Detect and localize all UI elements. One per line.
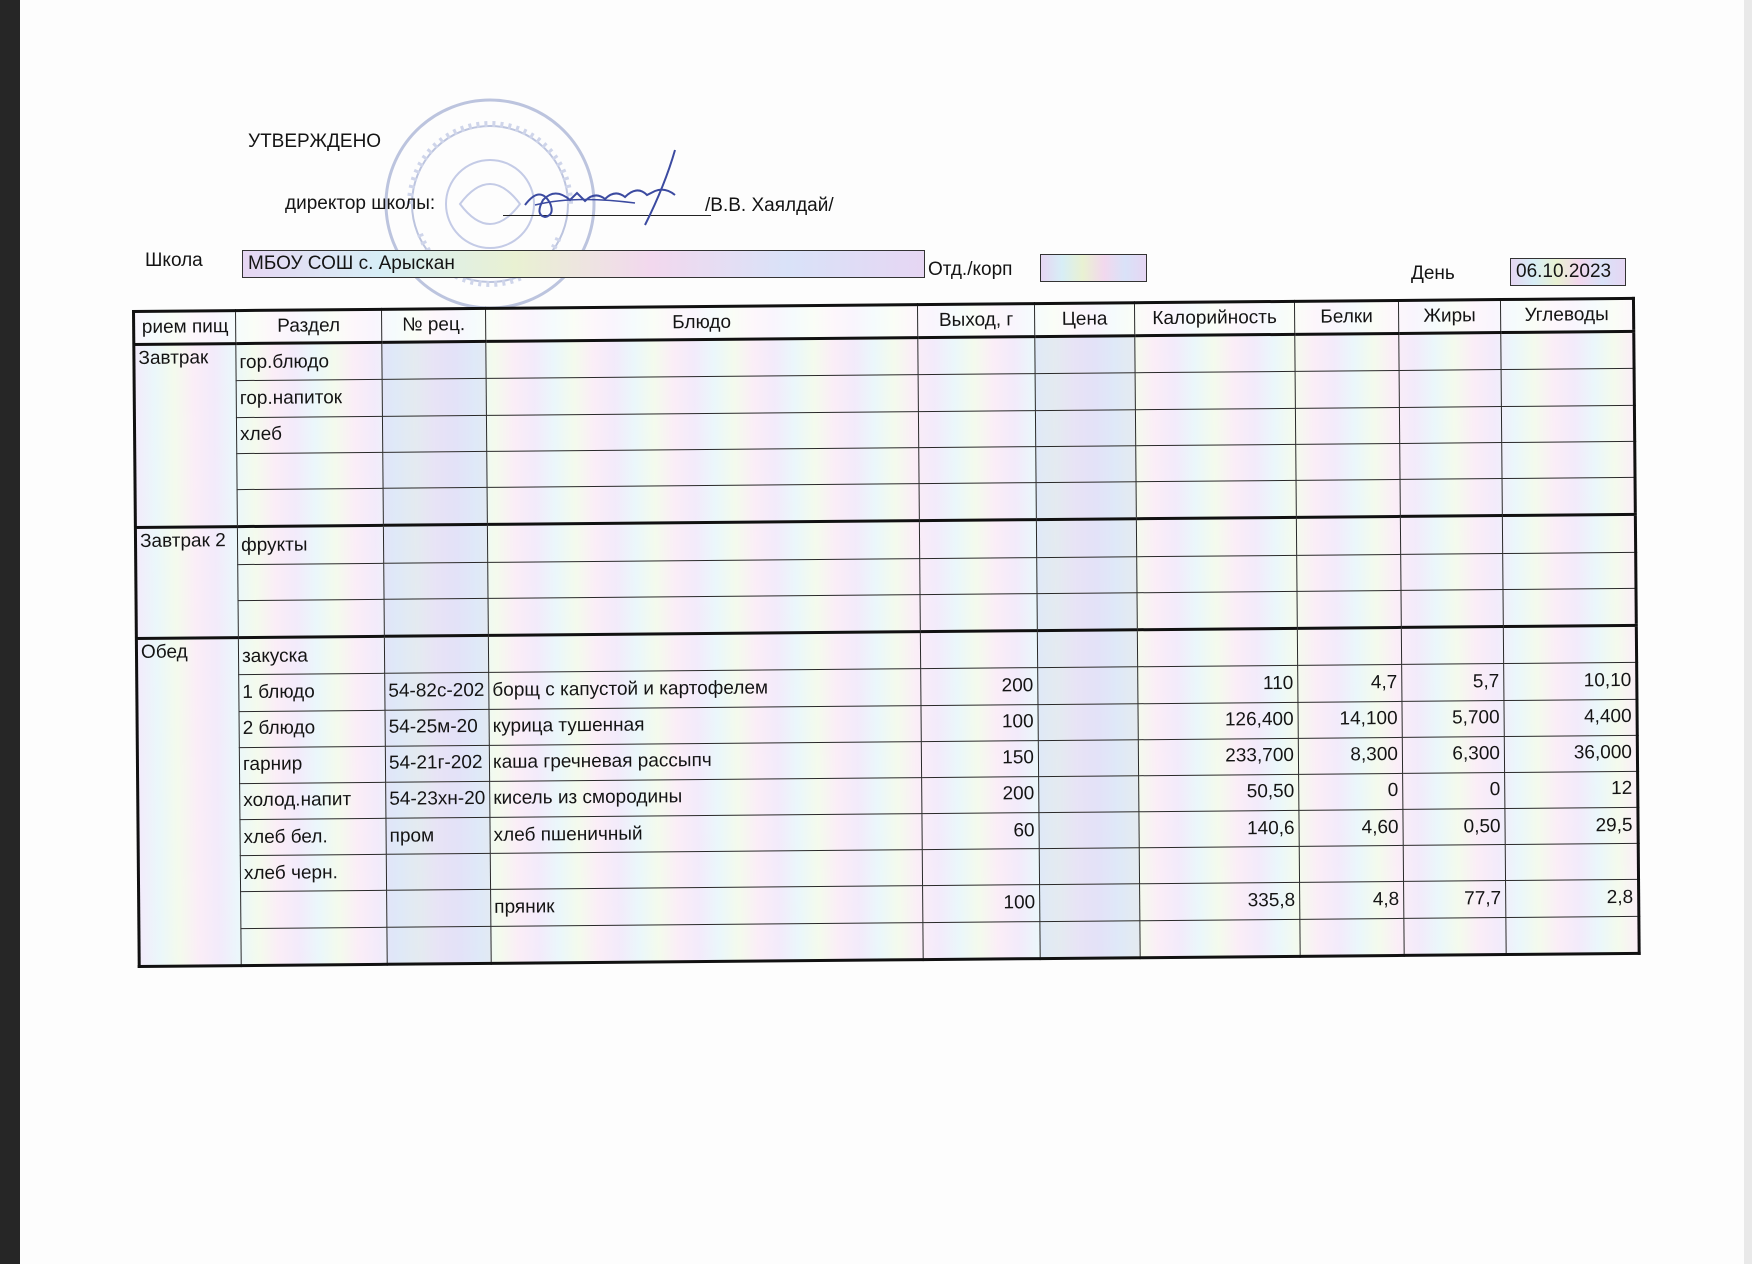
scan-edge bbox=[1744, 0, 1752, 1264]
fat-cell: 0 bbox=[1403, 772, 1505, 809]
fat-cell: 6,300 bbox=[1402, 736, 1504, 773]
column-header: Белки bbox=[1294, 300, 1398, 334]
meal-cell: Завтрак bbox=[134, 344, 238, 528]
recipe-cell bbox=[383, 487, 487, 525]
column-header: Выход, г bbox=[917, 304, 1034, 338]
menu-table-body bbox=[134, 331, 1639, 966]
price-cell bbox=[1037, 630, 1137, 668]
section-cell bbox=[241, 891, 387, 928]
kcal-cell: 233,700 bbox=[1138, 738, 1298, 776]
approved-heading: УТВЕРЖДЕНО bbox=[248, 131, 382, 152]
dept-field[interactable] bbox=[1040, 254, 1147, 282]
carbs-cell bbox=[1501, 331, 1634, 369]
price-cell bbox=[1036, 482, 1136, 520]
protein-cell: 8,300 bbox=[1298, 737, 1402, 774]
recipe-cell: 54-23хн-20 bbox=[386, 781, 490, 818]
price-cell bbox=[1035, 336, 1135, 374]
dish-cell bbox=[491, 922, 923, 963]
carbs-cell: 29,5 bbox=[1505, 807, 1638, 844]
carbs-cell bbox=[1506, 916, 1639, 955]
director-label: директор школы: bbox=[285, 193, 436, 214]
director-name: /В.В. Хаялдай/ bbox=[705, 195, 834, 216]
price-cell bbox=[1037, 556, 1137, 593]
dish-cell bbox=[490, 850, 922, 890]
fat-cell bbox=[1400, 442, 1502, 479]
column-header: Раздел bbox=[236, 309, 382, 343]
dish-cell bbox=[487, 521, 919, 562]
column-header: Жиры bbox=[1398, 300, 1500, 334]
protein-cell bbox=[1297, 590, 1401, 628]
column-header: Блюдо bbox=[485, 305, 917, 342]
section-cell: гарнир bbox=[239, 746, 385, 783]
fat-cell bbox=[1399, 406, 1501, 443]
dish-cell bbox=[487, 483, 919, 524]
fat-cell bbox=[1399, 333, 1501, 371]
dish-cell: пряник bbox=[491, 886, 923, 926]
price-cell bbox=[1035, 409, 1135, 446]
recipe-cell bbox=[384, 562, 488, 599]
yield-cell bbox=[918, 374, 1035, 411]
section-cell bbox=[237, 488, 383, 527]
protein-cell: 14,100 bbox=[1298, 701, 1402, 738]
recipe-cell: 54-82с-202 bbox=[385, 673, 489, 710]
yield-cell: 200 bbox=[921, 668, 1038, 705]
kcal-cell: 335,8 bbox=[1140, 883, 1300, 921]
dish-cell bbox=[486, 338, 918, 379]
recipe-cell bbox=[387, 926, 491, 964]
price-cell bbox=[1036, 519, 1136, 557]
dish-cell bbox=[486, 411, 918, 451]
fat-cell bbox=[1401, 553, 1503, 590]
dish-cell: каша гречневая рассыпч bbox=[489, 741, 921, 781]
protein-cell: 4,8 bbox=[1300, 882, 1404, 919]
fat-cell: 5,700 bbox=[1402, 700, 1504, 737]
recipe-cell bbox=[383, 451, 487, 488]
fat-cell: 0,50 bbox=[1403, 809, 1505, 846]
kcal-cell: 126,400 bbox=[1138, 702, 1298, 740]
kcal-cell bbox=[1135, 372, 1295, 410]
section-cell: закуска bbox=[238, 636, 384, 675]
column-header: Углеводы bbox=[1500, 298, 1633, 332]
kcal-cell bbox=[1137, 591, 1297, 630]
yield-cell bbox=[920, 593, 1037, 631]
fat-cell bbox=[1401, 627, 1503, 665]
yield-cell bbox=[918, 337, 1035, 375]
dish-cell bbox=[486, 375, 918, 415]
dish-cell bbox=[488, 594, 920, 635]
fat-cell bbox=[1400, 516, 1502, 554]
dept-label: Отд./корп bbox=[928, 259, 1013, 280]
yield-cell: 60 bbox=[922, 813, 1039, 850]
kcal-cell bbox=[1135, 408, 1295, 446]
price-cell bbox=[1035, 373, 1135, 410]
dish-cell: хлеб пшеничный bbox=[490, 814, 922, 854]
kcal-cell: 50,50 bbox=[1139, 774, 1299, 812]
carbs-cell: 10,10 bbox=[1504, 663, 1637, 700]
protein-cell bbox=[1295, 371, 1399, 408]
dish-cell: борщ с капустой и картофелем bbox=[489, 669, 921, 709]
fat-cell: 77,7 bbox=[1404, 881, 1506, 918]
yield-cell: 200 bbox=[922, 776, 1039, 813]
menu-table bbox=[132, 297, 1641, 968]
carbs-cell bbox=[1501, 405, 1634, 442]
section-cell: 2 блюдо bbox=[239, 710, 385, 747]
price-cell bbox=[1039, 812, 1139, 849]
section-cell: хлеб черн. bbox=[240, 854, 386, 891]
dish-cell: кисель из смородины bbox=[490, 777, 922, 817]
fat-cell: 5,7 bbox=[1402, 664, 1504, 701]
protein-cell bbox=[1296, 517, 1400, 555]
protein-cell bbox=[1296, 443, 1400, 480]
fat-cell bbox=[1399, 370, 1501, 407]
yield-cell bbox=[918, 410, 1035, 447]
dish-cell bbox=[487, 447, 919, 487]
column-header: № рец. bbox=[382, 308, 486, 342]
yield-cell bbox=[920, 557, 1037, 594]
kcal-cell bbox=[1137, 628, 1297, 667]
recipe-cell bbox=[384, 598, 488, 636]
column-header: Цена bbox=[1034, 303, 1134, 337]
carbs-cell bbox=[1502, 515, 1635, 553]
protein-cell bbox=[1296, 479, 1400, 517]
protein-cell bbox=[1295, 407, 1399, 444]
recipe-cell bbox=[382, 379, 486, 416]
meal-cell: Обед bbox=[136, 638, 241, 967]
carbs-cell: 2,8 bbox=[1506, 880, 1639, 917]
yield-cell bbox=[919, 446, 1036, 483]
day-field[interactable]: 06.10.2023 bbox=[1510, 258, 1626, 286]
carbs-cell bbox=[1505, 844, 1638, 881]
dish-cell: курица тушенная bbox=[489, 705, 921, 745]
yield-cell bbox=[920, 631, 1037, 669]
price-cell bbox=[1037, 592, 1137, 630]
protein-cell bbox=[1297, 554, 1401, 591]
kcal-cell: 140,6 bbox=[1139, 810, 1299, 848]
price-cell bbox=[1038, 739, 1138, 776]
recipe-cell bbox=[387, 890, 491, 927]
kcal-cell bbox=[1139, 847, 1299, 885]
protein-cell bbox=[1299, 846, 1403, 883]
fat-cell bbox=[1401, 589, 1503, 627]
carbs-cell bbox=[1502, 477, 1635, 515]
yield-cell: 100 bbox=[923, 885, 1040, 922]
recipe-cell: 54-21г-202 bbox=[385, 745, 489, 782]
recipe-cell bbox=[386, 854, 490, 891]
carbs-cell: 12 bbox=[1505, 771, 1638, 808]
kcal-cell: 110 bbox=[1138, 666, 1298, 704]
section-cell: 1 блюдо bbox=[239, 674, 385, 711]
carbs-cell bbox=[1503, 588, 1636, 626]
price-cell bbox=[1039, 776, 1139, 813]
yield-cell: 150 bbox=[921, 740, 1038, 777]
day-label: День bbox=[1411, 263, 1455, 284]
carbs-cell: 36,000 bbox=[1504, 735, 1637, 772]
section-cell: фрукты bbox=[237, 525, 383, 564]
recipe-cell bbox=[382, 341, 486, 379]
column-header: рием пищ bbox=[134, 311, 236, 345]
section-cell: гор.блюдо bbox=[236, 342, 382, 381]
yield-cell bbox=[919, 520, 1036, 558]
school-label: Школа bbox=[145, 250, 203, 271]
kcal-cell bbox=[1136, 518, 1296, 557]
protein-cell bbox=[1295, 333, 1399, 371]
kcal-cell bbox=[1136, 444, 1296, 482]
recipe-cell bbox=[382, 415, 486, 452]
carbs-cell: 4,400 bbox=[1504, 699, 1637, 736]
yield-cell: 100 bbox=[921, 704, 1038, 741]
price-cell bbox=[1036, 445, 1136, 482]
dish-cell bbox=[488, 632, 920, 673]
fat-cell bbox=[1404, 917, 1506, 955]
school-field[interactable]: МБОУ СОШ с. Арыскан bbox=[242, 250, 925, 278]
recipe-cell bbox=[384, 635, 488, 673]
carbs-cell bbox=[1503, 552, 1636, 589]
yield-cell bbox=[919, 482, 1036, 520]
recipe-cell: пром bbox=[386, 817, 490, 854]
price-cell bbox=[1039, 848, 1139, 885]
meal-cell: Завтрак 2 bbox=[135, 527, 238, 639]
kcal-cell bbox=[1137, 555, 1297, 593]
price-cell bbox=[1040, 920, 1140, 958]
price-cell bbox=[1038, 667, 1138, 704]
column-header: Калорийность bbox=[1134, 301, 1294, 335]
dish-cell bbox=[488, 558, 920, 598]
protein-cell bbox=[1297, 627, 1401, 665]
yield-cell bbox=[923, 921, 1040, 959]
carbs-cell bbox=[1503, 625, 1636, 663]
section-cell: хлеб bbox=[236, 416, 382, 453]
kcal-cell bbox=[1140, 919, 1300, 958]
recipe-cell: 54-25м-20 bbox=[385, 709, 489, 746]
price-cell bbox=[1038, 703, 1138, 740]
section-cell bbox=[238, 563, 384, 600]
fat-cell bbox=[1400, 478, 1502, 516]
price-cell bbox=[1040, 884, 1140, 921]
protein-cell: 0 bbox=[1299, 773, 1403, 810]
section-cell: холод.напит bbox=[240, 782, 386, 819]
protein-cell: 4,60 bbox=[1299, 809, 1403, 846]
fat-cell bbox=[1403, 845, 1505, 882]
carbs-cell bbox=[1502, 441, 1635, 478]
signature-icon bbox=[515, 145, 695, 245]
recipe-cell bbox=[383, 525, 487, 563]
carbs-cell bbox=[1501, 369, 1634, 406]
section-cell bbox=[237, 452, 383, 489]
section-cell: хлеб бел. bbox=[240, 818, 386, 855]
section-cell bbox=[238, 599, 384, 638]
section-cell bbox=[241, 927, 387, 966]
protein-cell: 4,7 bbox=[1298, 665, 1402, 702]
kcal-cell bbox=[1136, 480, 1296, 519]
kcal-cell bbox=[1135, 334, 1295, 373]
yield-cell bbox=[922, 849, 1039, 886]
protein-cell bbox=[1300, 918, 1404, 956]
section-cell: гор.напиток bbox=[236, 380, 382, 417]
scan-edge bbox=[0, 0, 20, 1264]
